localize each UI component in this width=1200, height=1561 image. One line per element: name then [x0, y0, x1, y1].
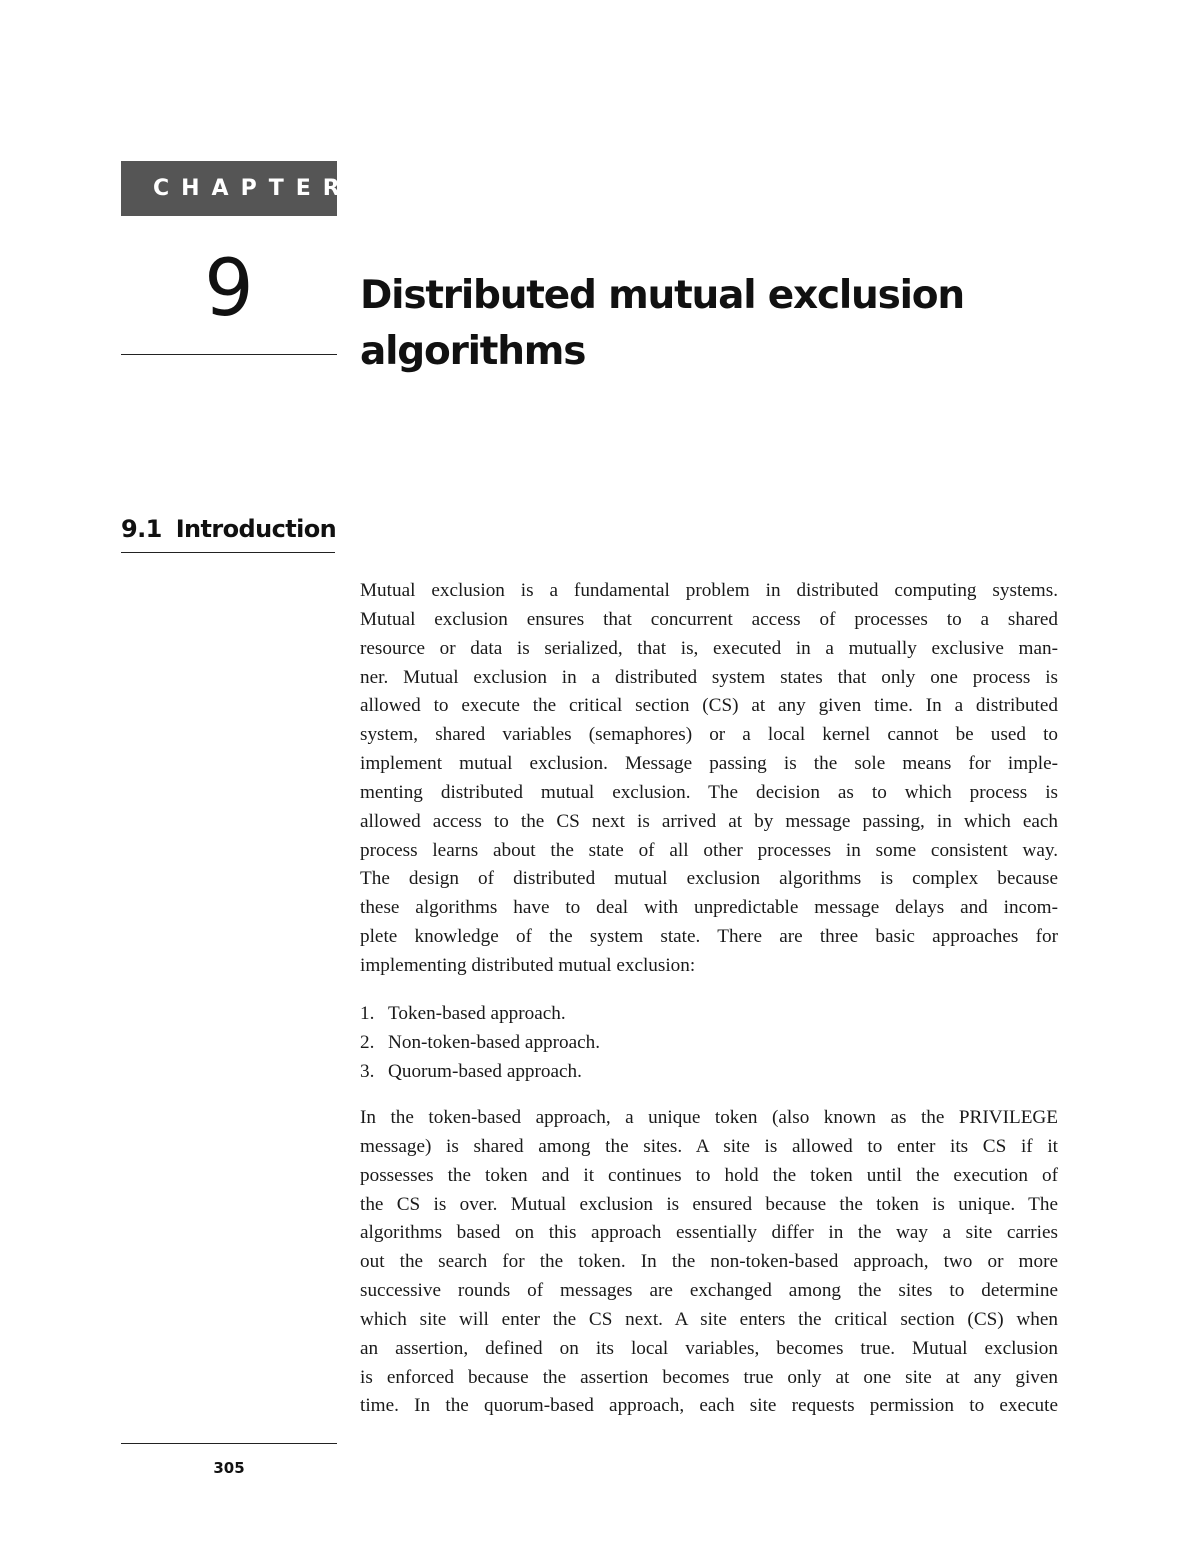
chapter-title — [360, 268, 1120, 380]
text-line: ner. Mutual exclusion in a distributed system states that only one process is — [360, 666, 1058, 688]
text-line: an assertion, defined on its local variables, becomes true. Mutual exclusion — [360, 1337, 1058, 1359]
footer-rule — [121, 1443, 337, 1444]
text-line: resource or data is serialized, that is, executed in a mutually exclusive man- — [360, 637, 1058, 659]
text-line: allowed to execute the critical section (CS) at any given time. In a distributed — [360, 695, 1058, 717]
text-line: possesses the token and it continues to hold the token until the execution of — [360, 1164, 1058, 1186]
section-heading — [121, 512, 335, 546]
text-line: plete knowledge of the system state. There are three basic approaches for — [360, 926, 1058, 948]
token-approach-paragraph — [360, 1104, 1058, 1421]
section-rule — [121, 552, 335, 553]
list-item — [360, 1029, 600, 1058]
list-item-text: Token-based approach. — [388, 1003, 566, 1024]
text-line: the CS is over. Mutual exclusion is ensured because the token is unique. The — [360, 1193, 1058, 1215]
text-line: Mutual exclusion ensures that concurrent access of processes to a shared — [360, 608, 1058, 630]
text-line: which site will enter the CS next. A site enters the critical section (CS) when — [360, 1308, 1058, 1330]
chapter-label-box — [121, 161, 352, 216]
approaches-list — [360, 1000, 600, 1087]
text-line: message) is shared among the sites. A site is allowed to enter its CS if it — [360, 1135, 1058, 1157]
text-line: these algorithms have to deal with unpredictable message delays and incom- — [360, 897, 1058, 919]
text-line: successive rounds of messages are exchanged among the sites to determine — [360, 1280, 1058, 1302]
chapter-number: 9 — [204, 244, 254, 334]
chapter-label: CHAPTER — [153, 176, 352, 201]
list-marker: 1. — [360, 1003, 375, 1024]
text-line: algorithms based on this approach essentially differ in the way a site carries — [360, 1222, 1058, 1244]
page-number: 305 — [213, 1459, 245, 1477]
list-item-text: Quorum-based approach. — [388, 1060, 582, 1082]
text-line: process learns about the state of all other processes in some consistent way. — [360, 839, 1058, 861]
text-line: menting distributed mutual exclusion. The decision as to which process is — [360, 781, 1058, 803]
text-line: time. In the quorum-based approach, each site requests permission to execute — [360, 1395, 1058, 1417]
section-title: Introduction — [175, 515, 337, 543]
text-line: allowed access to the CS next is arrived at by message passing, in which each — [360, 810, 1058, 832]
text-line: implementing distributed mutual exclusion: — [360, 954, 696, 976]
text-line: Mutual exclusion is a fundamental problem in distributed computing systems. — [360, 580, 1058, 601]
chapter-title-line: Distributed mutual exclusion — [360, 273, 964, 318]
list-item — [360, 1058, 600, 1087]
text-line: out the search for the token. In the non-token-based approach, two or more — [360, 1251, 1058, 1273]
text-line: is enforced because the assertion becomes true only at one site at any given — [360, 1366, 1058, 1388]
intro-paragraph — [360, 577, 1058, 981]
text-line: system, shared variables (semaphores) or a local kernel cannot be used to — [360, 724, 1058, 746]
text-line: The design of distributed mutual exclusion algorithms is complex because — [360, 868, 1058, 890]
list-marker: 3. — [360, 1060, 375, 1082]
chapter-title-line: algorithms — [360, 329, 586, 374]
section-number: 9.1 — [121, 515, 162, 543]
list-marker: 2. — [360, 1031, 375, 1053]
text-line: implement mutual exclusion. Message passing is the sole means for imple- — [360, 753, 1058, 775]
text-line: In the token-based approach, a unique token (also known as the PRIVILEGE — [360, 1107, 1058, 1128]
chapter-rule — [121, 354, 337, 355]
list-item — [360, 1000, 600, 1029]
list-item-text: Non-token-based approach. — [388, 1031, 601, 1053]
